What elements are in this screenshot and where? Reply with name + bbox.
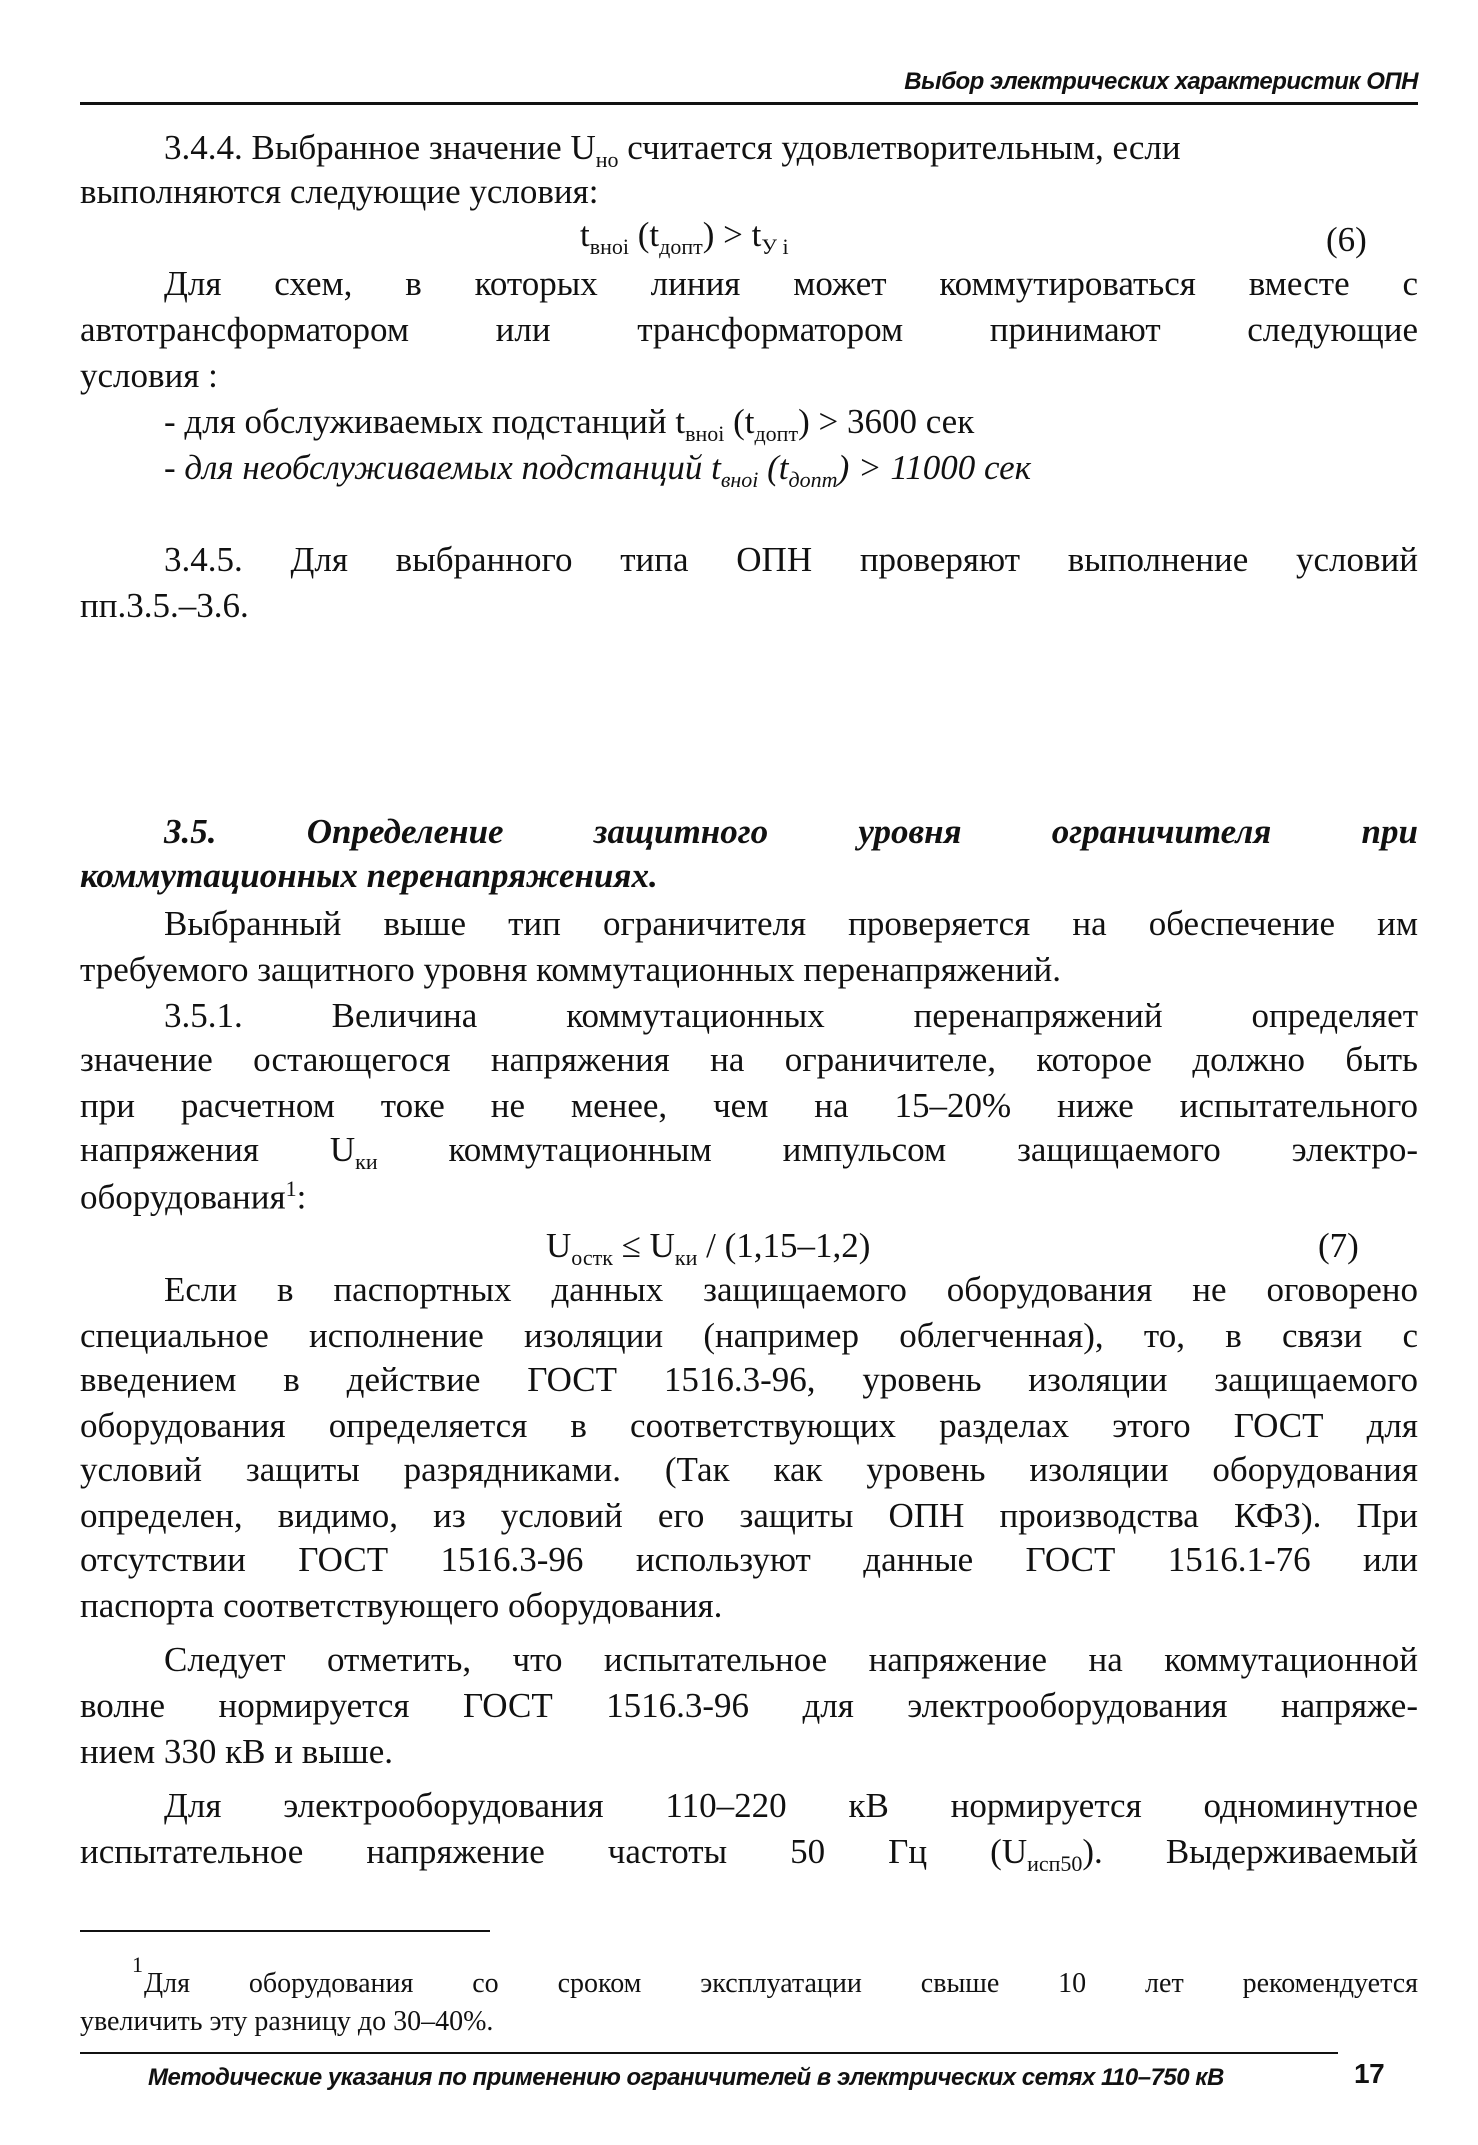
eq6-rest: ) > t <box>702 215 762 254</box>
eq6-t: t <box>580 215 590 254</box>
cond2-b: (t <box>758 448 789 487</box>
s344-line1 <box>164 128 1181 173</box>
s351-line4 <box>80 1130 1418 1175</box>
footnote-mark: 1 <box>132 1952 143 1977</box>
footnote-separator <box>80 1930 490 1932</box>
eq7-sub2: ки <box>674 1245 698 1270</box>
s345-line1: 3.4.5. Для выбранного типа ОПН проверяют выполнение условий <box>164 540 1418 579</box>
cond2-a: - для необслуживаемых подстанций t <box>164 448 721 487</box>
s344-line1-b: считается удовлетворительным, если <box>618 128 1181 167</box>
footnote-text-1: Для оборудования со сроком эксплуатации свыше 10 лет рекомендуется <box>144 1968 1418 1999</box>
s351-line5-end: : <box>296 1177 307 1217</box>
eq7-sub1: остк <box>571 1245 613 1270</box>
s35-p2-line6: определен, видимо, из условий его защиты ОПН производства КФЗ). При <box>80 1496 1418 1535</box>
s35-p3-line2: волне нормируется ГОСТ 1516.3-96 для электрооборудования напряже- <box>80 1686 1418 1725</box>
s351-line4-b: коммутационным импульсом защищаемого электро- <box>377 1130 1418 1169</box>
s344-p2-line3: условия : <box>80 356 218 395</box>
equation-7 <box>546 1226 870 1271</box>
eq6-sub2: допт <box>659 234 703 259</box>
s35-p2-line3: введением в действие ГОСТ 1516.3-96, уровень изоляции защищаемого <box>80 1360 1418 1399</box>
eq6-sub3: У i <box>761 234 789 259</box>
eq7-b: ≤ U <box>612 1226 675 1265</box>
s35-p1-line2: требуемого защитного уровня коммутационных перенапряжений. <box>80 950 1062 989</box>
eq6-mid: (t <box>629 215 660 254</box>
equation-7-number: (7) <box>1318 1226 1359 1265</box>
s344-p2-line2: автотрансформатором или трансформатором принимают следующие <box>80 310 1418 349</box>
s35-p4-line2-sub: исп50 <box>1027 1851 1083 1876</box>
s344-line1-sub: но <box>595 147 619 172</box>
condition-1 <box>164 402 974 447</box>
s351-line4-sub: ки <box>355 1149 378 1174</box>
s35-p4-line1: Для электрооборудования 110–220 кВ нормируется одноминутное <box>164 1786 1418 1825</box>
s35-p2-line4: оборудования определяется в соответствующих разделах этого ГОСТ для <box>80 1406 1418 1445</box>
s351-line3: при расчетном токе не менее, чем на 15–20% ниже испытательного <box>80 1086 1418 1125</box>
cond2-sub2: допт <box>788 467 838 492</box>
cond1-b: (t <box>724 402 755 441</box>
header-rule <box>80 102 1418 105</box>
cond1-sub2: допт <box>754 421 799 446</box>
s351-line5-a: оборудования <box>80 1177 286 1217</box>
running-header: Выбор электрических характеристик ОПН <box>904 68 1418 95</box>
s345-line2: пп.3.5.–3.6. <box>80 586 249 625</box>
cond1-a: - для обслуживаемых подстанций t <box>164 402 686 441</box>
s35-p4-line2-a: испытательное напряжение частоты 50 Гц (U <box>80 1832 1028 1871</box>
s351-line1: 3.5.1. Величина коммутационных перенапряжений определяет <box>164 996 1418 1035</box>
footnote-line1 <box>132 1952 1418 2000</box>
s35-p3-line3: нием 330 кВ и выше. <box>80 1732 394 1771</box>
footnote-ref: 1 <box>285 1176 297 1201</box>
s35-p3-line1: Следует отметить, что испытательное напряжение на коммутационной <box>164 1640 1418 1679</box>
s35-p1-line1: Выбранный выше тип ограничителя проверяется на обеспечение им <box>164 904 1418 943</box>
cond2-c: ) > 11000 сек <box>837 448 1031 487</box>
equation-6-number: (6) <box>1326 220 1367 259</box>
s344-p2-line1: Для схем, в которых линия может коммутироваться вместе с <box>164 264 1418 303</box>
footer-rule <box>80 2052 1338 2054</box>
page-number: 17 <box>1354 2058 1385 2089</box>
eq7-a: U <box>546 1226 572 1265</box>
footnote-line2: увеличить эту разницу до 30–40%. <box>80 2006 494 2037</box>
s344-line1-a: 3.4.4. Выбранное значение U <box>164 128 596 167</box>
s351-line4-a: напряжения U <box>80 1130 356 1169</box>
s35-p2-line7: отсутствии ГОСТ 1516.3-96 используют данные ГОСТ 1516.1-76 или <box>80 1540 1418 1579</box>
cond2-sub1: вноi <box>720 467 759 492</box>
equation-6 <box>580 215 789 260</box>
section-3-5-heading-line2: коммутационных перенапряжениях. <box>80 856 658 895</box>
eq6-sub1: вноi <box>589 234 630 259</box>
s344-line2: выполняются следующие условия: <box>80 172 599 211</box>
section-3-5-heading-line1: 3.5. Определение защитного уровня ограничителя при <box>164 812 1418 851</box>
cond1-sub1: вноi <box>685 421 725 446</box>
s35-p2-line2: специальное исполнение изоляции (например облегченная), то, в связи с <box>80 1316 1418 1355</box>
s35-p2-line8: паспорта соответствующего оборудования. <box>80 1586 723 1625</box>
s351-line5 <box>80 1176 306 1218</box>
condition-2 <box>164 448 1031 493</box>
s351-line2: значение остающегося напряжения на ограничителе, которое должно быть <box>80 1040 1418 1079</box>
s35-p2-line1: Если в паспортных данных защищаемого оборудования не оговорено <box>164 1270 1418 1309</box>
footer-title: Методические указания по применению ограничителей в электрических сетях 110–750 кВ <box>148 2064 1224 2091</box>
cond1-c: ) > 3600 сек <box>798 402 975 441</box>
s35-p2-line5: условий защиты разрядниками. (Так как уровень изоляции оборудования <box>80 1450 1418 1489</box>
eq7-c: / (1,15–1,2) <box>697 1226 871 1265</box>
s35-p4-line2 <box>80 1832 1418 1877</box>
s35-p4-line2-b: ). Выдерживаемый <box>1082 1832 1418 1871</box>
